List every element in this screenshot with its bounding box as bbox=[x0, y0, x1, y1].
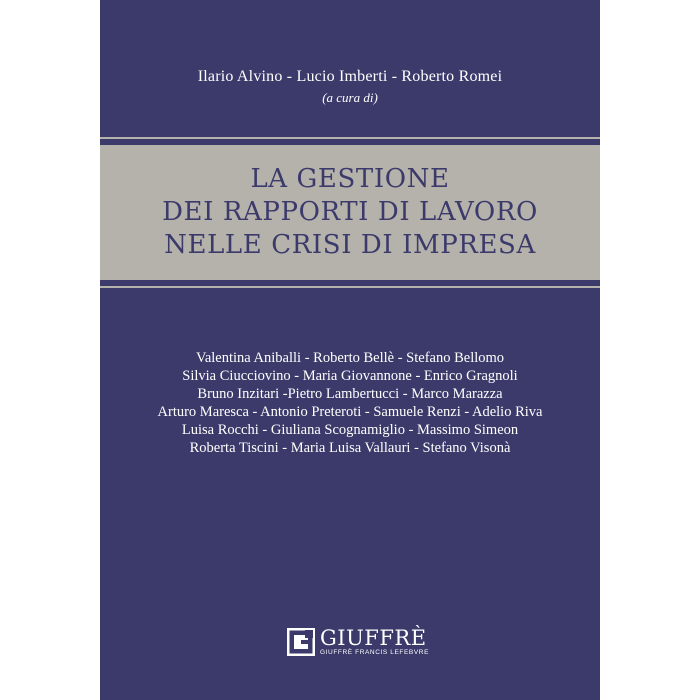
author-line: Arturo Maresca - Antonio Preteroti - Samuele Renzi - Adelio Riva bbox=[157, 404, 543, 420]
authors-list bbox=[100, 349, 600, 457]
author-line: Bruno Inzitari -Pietro Lambertucci - Marco Marazza bbox=[197, 386, 503, 402]
book-title-line-1: LA GESTIONE bbox=[250, 164, 450, 194]
editors-line: Ilario Alvino - Lucio Imberti - Roberto Romei bbox=[197, 68, 503, 85]
book-cover bbox=[100, 0, 600, 700]
title-band bbox=[100, 145, 600, 280]
book-title-line-3: NELLE CRISI DI IMPRESA bbox=[164, 230, 536, 260]
top-rule bbox=[100, 137, 600, 139]
curators-note: (a cura di) bbox=[322, 90, 378, 105]
author-line: Roberta Tiscini - Maria Luisa Vallauri - Stefano Visonà bbox=[189, 440, 511, 456]
author-line: Valentina Aniballi - Roberto Bellè - Stefano Bellomo bbox=[195, 350, 505, 366]
author-line: Silvia Ciucciovino - Maria Giovannone - Enrico Gragnoli bbox=[182, 368, 518, 384]
book-title-line-2: DEI RAPPORTI DI LAVORO bbox=[162, 197, 538, 227]
giuffre-logo-icon bbox=[287, 628, 315, 656]
bottom-rule bbox=[100, 286, 600, 288]
publisher-name: GIUFFRÈ bbox=[320, 626, 427, 650]
publisher-subtitle: GIUFFRÈ FRANCIS LEFEBVRE bbox=[320, 649, 430, 656]
publisher-logo bbox=[287, 625, 429, 659]
publisher-brand bbox=[320, 627, 429, 657]
author-line: Luisa Rocchi - Giuliana Scognamiglio - Massimo Simeon bbox=[181, 422, 519, 438]
